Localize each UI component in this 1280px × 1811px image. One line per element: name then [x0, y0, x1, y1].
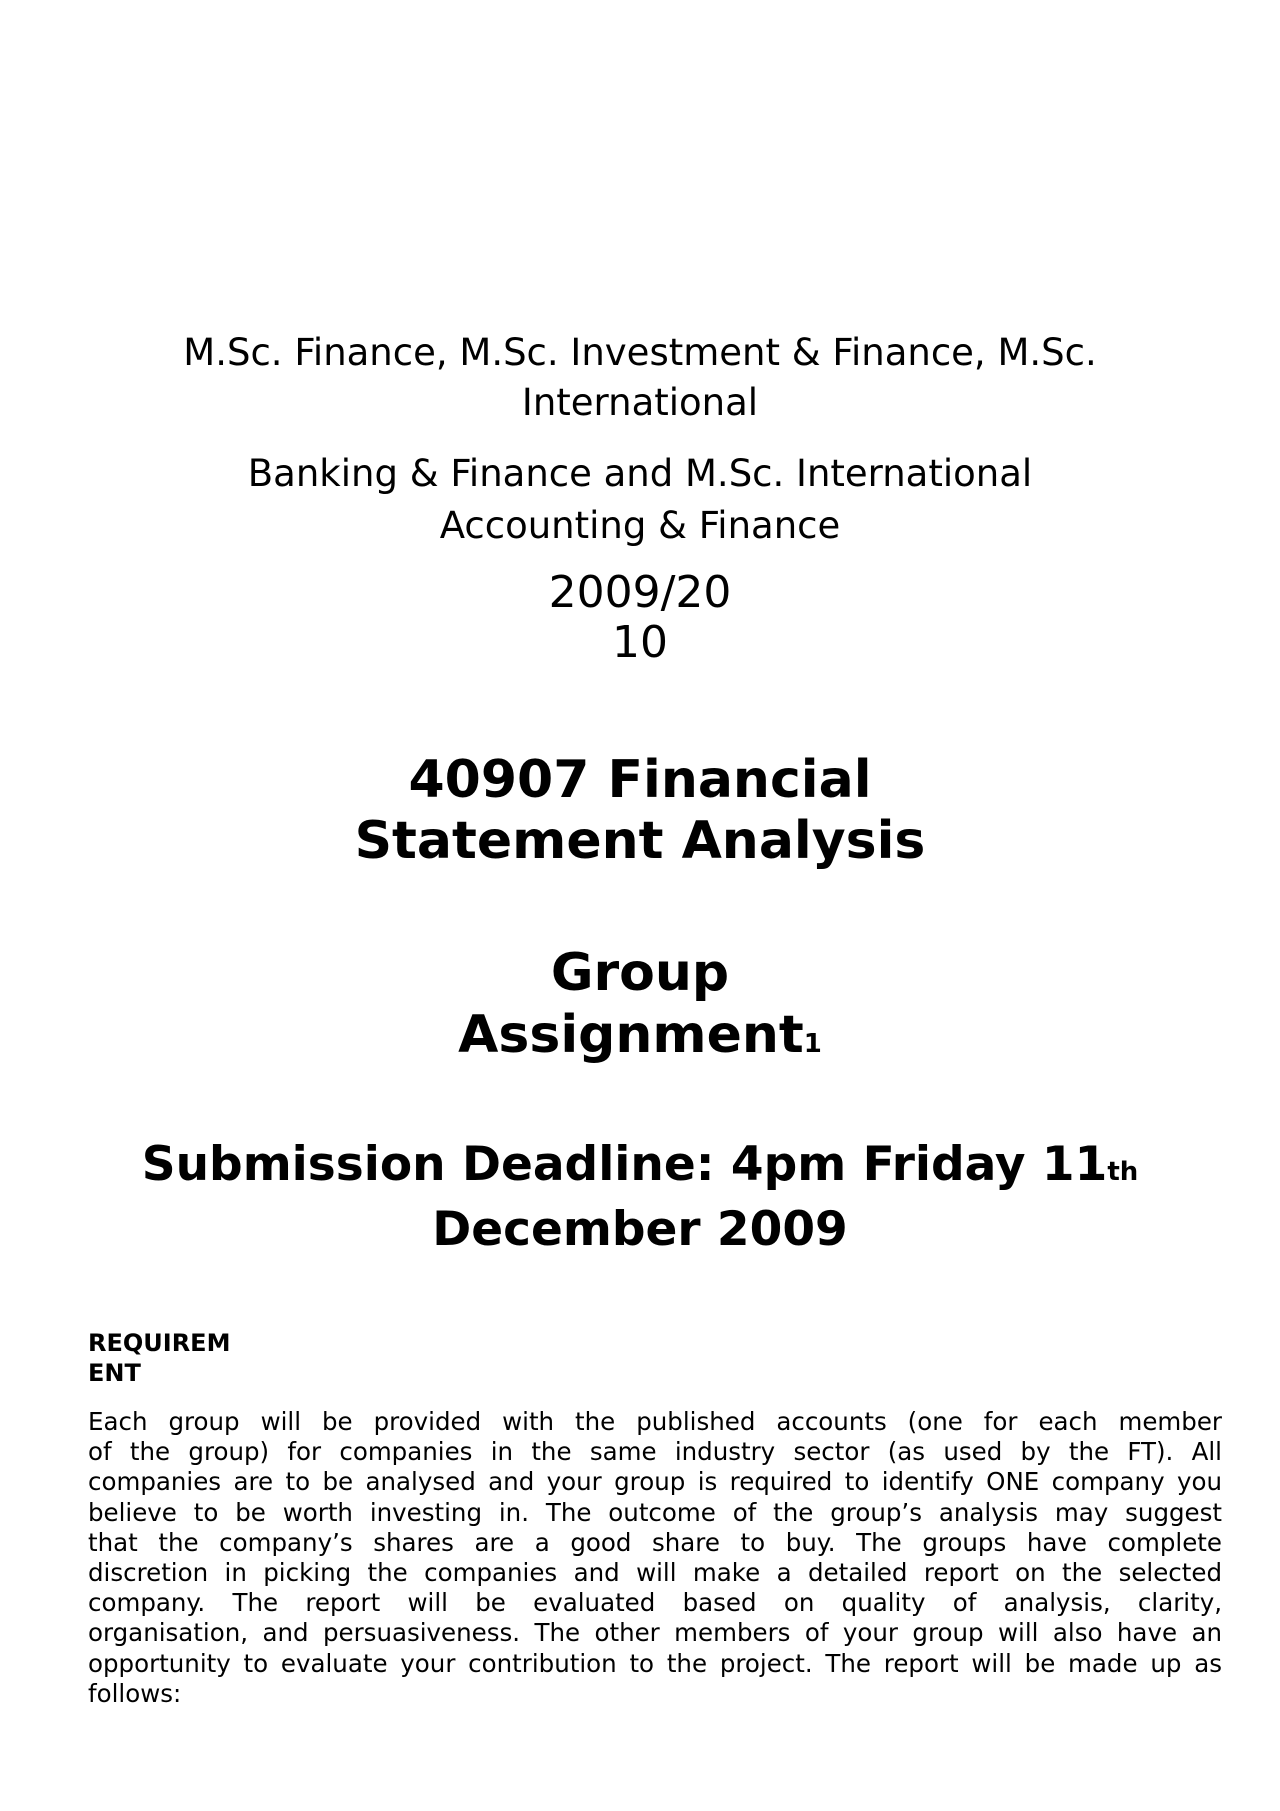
program-title-line-3: Banking & Finance and M.Sc. International — [247, 452, 1033, 495]
requirement-heading-line-2: ENT — [88, 1359, 141, 1387]
requirement-heading-line-1: REQUIREM — [88, 1329, 231, 1357]
paragraph-line: Each group will be provided with the published accounts (one for each member — [88, 1407, 1222, 1436]
deadline-line-2: December 2009 — [432, 1202, 848, 1257]
paragraph-line: discretion in picking the companies and will make a detailed report on the selected — [88, 1558, 1222, 1588]
academic-year — [0, 568, 1280, 668]
requirement-heading — [88, 1328, 288, 1388]
program-title-line-1: M.Sc. Finance, M.Sc. Investment & Finance, M.Sc. — [183, 331, 1097, 374]
paragraph-line: believe to be worth investing in. The outcome of the group’s analysis may suggest — [88, 1497, 1222, 1527]
paragraph-line: of the group) for companies in the same industry sector (as used by the FT). All — [88, 1437, 1222, 1467]
assignment-title — [0, 942, 1280, 1075]
program-title-continued — [0, 448, 1280, 552]
program-title — [0, 328, 1280, 428]
requirement-paragraph — [88, 1407, 1222, 1709]
ordinal-suffix: th — [1107, 1157, 1139, 1187]
assignment-title-line-1: Group — [550, 943, 730, 1003]
paragraph-line: that the company’s shares are a good share to buy. The groups have complete — [88, 1527, 1222, 1557]
course-title — [0, 750, 1280, 872]
academic-year-line-1: 2009/20 — [548, 567, 732, 618]
assignment-title-line-2 — [0, 1004, 1280, 1075]
deadline-text: Submission Deadline: 4pm Friday 11 — [141, 1137, 1108, 1192]
paragraph-line: opportunity to evaluate your contribution to the project. The report will be made up as — [88, 1648, 1222, 1678]
assignment-title-word: Assignment — [458, 1005, 804, 1065]
course-title-line-1: 40907 Financial — [408, 750, 872, 810]
deadline-line-1 — [0, 1136, 1280, 1201]
paragraph-line: company. The report will be evaluated based on quality of analysis, clarity, — [88, 1588, 1222, 1618]
program-title-line-2: International — [521, 381, 759, 424]
paragraph-line: follows: — [88, 1678, 182, 1708]
course-title-line-2: Statement Analysis — [354, 811, 926, 871]
academic-year-line-2: 10 — [612, 617, 668, 668]
paragraph-line: companies are to be analysed and your group is required to identify ONE company you — [88, 1467, 1222, 1497]
submission-deadline — [0, 1136, 1280, 1259]
program-title-line-4: Accounting & Finance — [439, 504, 841, 547]
footnote-marker: 1 — [803, 1029, 822, 1059]
paragraph-line: organisation, and persuasiveness. The other members of your group will also have an — [88, 1618, 1222, 1648]
